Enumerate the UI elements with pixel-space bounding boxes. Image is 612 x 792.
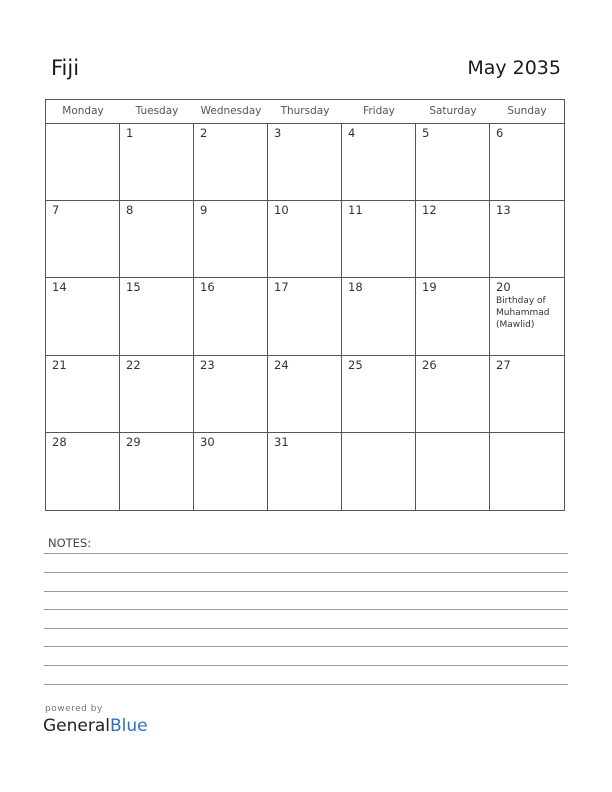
notes-label: NOTES: [48,536,92,550]
day-number: 19 [422,280,437,295]
day-number: 15 [126,280,141,295]
day-cell[interactable] [46,201,120,278]
day-number: 24 [274,357,289,372]
day-cell[interactable] [194,201,268,278]
day-cell[interactable] [268,356,342,433]
day-number: 5 [422,126,430,140]
day-number: 10 [274,203,289,218]
day-number: 7 [52,203,60,218]
day-cell[interactable] [342,124,416,201]
day-cell[interactable] [46,124,120,201]
day-cell[interactable] [268,201,342,278]
weekday-header-friday: Friday [342,100,416,124]
day-cell[interactable] [268,278,342,355]
note-line[interactable] [44,553,568,554]
day-number: 11 [348,203,363,218]
logo-part-general: General [43,716,110,736]
day-number: 21 [52,357,67,372]
day-cell[interactable] [416,201,490,278]
generalblue-logo[interactable] [43,716,148,736]
day-cell[interactable] [268,433,342,510]
day-cell[interactable] [120,201,194,278]
day-cell[interactable] [342,356,416,433]
day-cell[interactable] [268,124,342,201]
day-cell[interactable] [416,124,490,201]
note-line[interactable] [44,572,568,573]
day-number: 18 [348,280,363,295]
day-number: 31 [274,434,289,449]
day-number: 26 [422,357,437,372]
day-cell[interactable] [490,356,564,433]
note-line[interactable] [44,628,568,629]
weekday-header-saturday: Saturday [416,100,490,124]
day-number: 1 [126,126,134,140]
day-number: 22 [126,357,141,372]
day-cell[interactable] [342,201,416,278]
day-number: 3 [274,126,282,140]
powered-by-text: powered by [45,704,103,714]
logo-part-blue: Blue [110,716,148,736]
day-number: 16 [200,280,215,295]
day-number: 28 [52,434,67,449]
note-line[interactable] [44,684,568,685]
day-cell[interactable] [120,433,194,510]
day-cell[interactable] [490,124,564,201]
note-line[interactable] [44,665,568,666]
day-cell[interactable] [342,278,416,355]
day-cell[interactable] [120,356,194,433]
holiday-label: Birthday of Muhammad (Mawlid) [496,296,550,331]
day-cell[interactable] [490,433,564,510]
day-number: 25 [348,357,363,372]
month-year-title: May 2035 [467,57,561,79]
day-number: 8 [126,203,134,218]
day-number: 13 [496,203,511,218]
day-cell[interactable] [416,433,490,510]
weekday-header-tuesday: Tuesday [120,100,194,124]
day-cell[interactable] [194,278,268,355]
day-cell[interactable] [46,433,120,510]
calendar-grid [45,99,565,511]
day-number: 6 [496,126,504,140]
weekday-header-sunday: Sunday [490,100,564,124]
day-number: 14 [52,280,67,295]
day-cell[interactable] [490,201,564,278]
day-number: 9 [200,203,208,218]
note-line[interactable] [44,591,568,592]
day-number: 29 [126,434,141,449]
day-cell[interactable] [120,278,194,355]
day-cell[interactable] [120,124,194,201]
day-number: 30 [200,434,215,449]
note-line[interactable] [44,609,568,610]
day-cell[interactable] [416,356,490,433]
day-cell[interactable] [194,124,268,201]
day-number: 4 [348,126,356,140]
weekday-header-thursday: Thursday [268,100,342,124]
day-cell[interactable] [490,278,564,355]
day-cell[interactable] [342,433,416,510]
day-cell[interactable] [416,278,490,355]
day-cell[interactable] [194,356,268,433]
day-number: 23 [200,357,215,372]
note-line[interactable] [44,646,568,647]
day-number: 27 [496,357,511,372]
day-cell[interactable] [46,356,120,433]
day-number: 12 [422,203,437,218]
day-number: 20 [496,280,511,295]
day-number: 2 [200,126,208,140]
day-number: 17 [274,280,289,295]
day-cell[interactable] [46,278,120,355]
weekday-header-monday: Monday [46,100,120,124]
country-title: Fiji [51,56,80,80]
day-cell[interactable] [194,433,268,510]
weekday-header-wednesday: Wednesday [194,100,268,124]
